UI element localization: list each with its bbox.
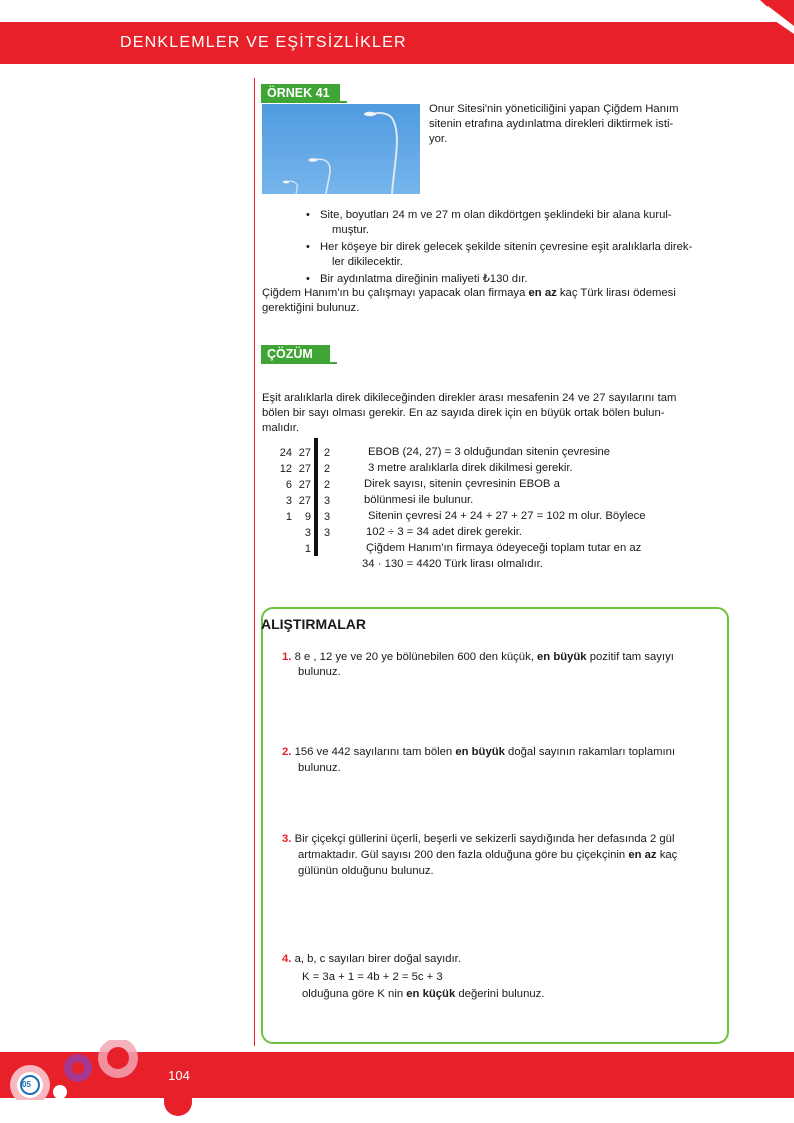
bullet-icon: • [306,273,310,285]
bullet-1-line-2: muştur. [332,224,370,236]
exercises-title: ALIŞTIRMALAR [261,616,366,632]
exercise-3: 3. Bir çiçekçi güllerini üçerli, beşerli ve sekizerli saydığında her defasında 2 gül [282,833,675,845]
intro-line-1: Onur Sitesi'nin yöneticiliğini yapan Çiğdem Hanım [429,103,679,115]
divisor-cell: 3 [324,495,331,507]
division-column-a [270,445,292,525]
division-cell: 3 [285,495,292,507]
division-cell: 9 [304,511,311,523]
division-cell: 12 [279,463,292,475]
exercise-1-line-2: bulunuz. [298,666,341,678]
explanation-line-5: Sitenin çevresi 24 + 24 + 27 + 27 = 102 m olur. Böylece [368,510,646,522]
intro-line-3: yor. [429,133,448,145]
gears-icon [0,1040,160,1100]
street-lamp-photo [262,104,420,194]
division-cell: 27 [298,495,311,507]
page-number-tab [164,1052,192,1116]
division-cell: 27 [298,479,311,491]
explanation-line-2: 3 metre aralıklarla direk dikilmesi gerekir. [368,462,573,474]
exercise-4-line-2: K = 3a + 1 = 4b + 2 = 5c + 3 [302,971,443,983]
explanation-line-6: 102 ÷ 3 = 34 adet direk gerekir. [366,526,522,538]
solution-text-line-3: malıdır. [262,422,300,434]
divisor-column [324,445,336,541]
division-bar [314,438,318,556]
divisor-cell: 3 [324,527,331,539]
division-cell: 27 [298,447,311,459]
exercise-3-line-2: artmaktadır. Gül sayısı 200 den fazla olduğuna göre bu çiçekçinin en az kaç [298,849,678,861]
example-label: ÖRNEK 41 [261,84,340,103]
solution-text-line-2: bölen bir sayı olması gerekir. En az sayıda direk için en büyük ortak bölen bulun- [262,407,665,419]
exercise-2-line-2: bulunuz. [298,762,341,774]
divisor-cell: 2 [324,447,331,459]
bullet-1-line-1: Site, boyutları 24 m ve 27 m olan dikdörtgen şeklindeki bir alana kurul- [320,209,672,221]
division-cell: 24 [279,447,292,459]
bullet-2-line-1: Her köşeye bir direk gelecek şekilde sitenin çevresine eşit aralıklarla direk- [320,241,693,253]
bullet-icon: • [306,241,310,253]
divisor-cell: 2 [324,479,331,491]
exercise-3-line-3: gülünün olduğunu bulunuz. [298,865,434,877]
solution-label: ÇÖZÜM [261,345,330,364]
division-cell: 1 [304,543,311,555]
question-line-1: Çiğdem Hanım'ın bu çalışmayı yapacak olan firmaya en az kaç Türk lirası ödemesi [262,287,676,299]
division-cell: 3 [304,527,311,539]
bullet-2-line-2: ler dikilecektir. [332,256,403,268]
division-cell: 6 [285,479,292,491]
exercise-1: 1. 8 e , 12 ye ve 20 ye bölünebilen 600 den küçük, en büyük pozitif tam sayıyı [282,651,674,663]
page-title: DENKLEMLER VE EŞİTSİZLİKLER [120,34,407,51]
divisor-cell: 2 [324,463,331,475]
explanation-line-4: bölünmesi ile bulunur. [364,494,474,506]
explanation-line-3: Direk sayısı, sitenin çevresinin EBOB a [364,478,560,490]
header-corner-icon [740,0,794,60]
exercise-4-line-3: olduğuna göre K nin en küçük değerini bulunuz. [302,988,545,1000]
bullet-icon: • [306,209,310,221]
divisor-cell: 3 [324,511,331,523]
page-number: 104 [168,1068,190,1083]
solution-label-underline [261,362,337,364]
question-line-2: gerektiğini bulunuz. [262,302,360,314]
intro-line-2: sitenin etrafına aydınlatma direkleri diktirmek isti- [429,118,674,130]
exercise-2: 2. 156 ve 442 sayılarını tam bölen en büyük doğal sayının rakamları toplamını [282,746,676,758]
exercise-4: 4. a, b, c sayıları birer doğal sayıdır. [282,953,461,965]
bullet-3-line-1: Bir aydınlatma direğinin maliyeti ₺130 dır. [320,273,528,285]
explanation-line-7: Çiğdem Hanım'ın firmaya ödeyeceği toplam tutar en az [366,542,642,554]
explanation-line-8: 34 · 130 = 4420 Türk lirası olmalıdır. [362,558,543,570]
division-cell: 27 [298,463,311,475]
division-column-b [290,445,311,557]
gear-label: 05 [22,1080,31,1089]
explanation-line-1: EBOB (24, 27) = 3 olduğundan sitenin çevresine [368,446,611,458]
example-label-underline [261,101,347,103]
solution-text-line-1: Eşit aralıklarla direk dikileceğinden direkler arası mesafenin 24 ve 27 sayılarını tam [262,392,677,404]
street-lamp-icon [262,104,420,194]
division-cell: 1 [285,511,292,523]
margin-rule [254,78,255,1046]
